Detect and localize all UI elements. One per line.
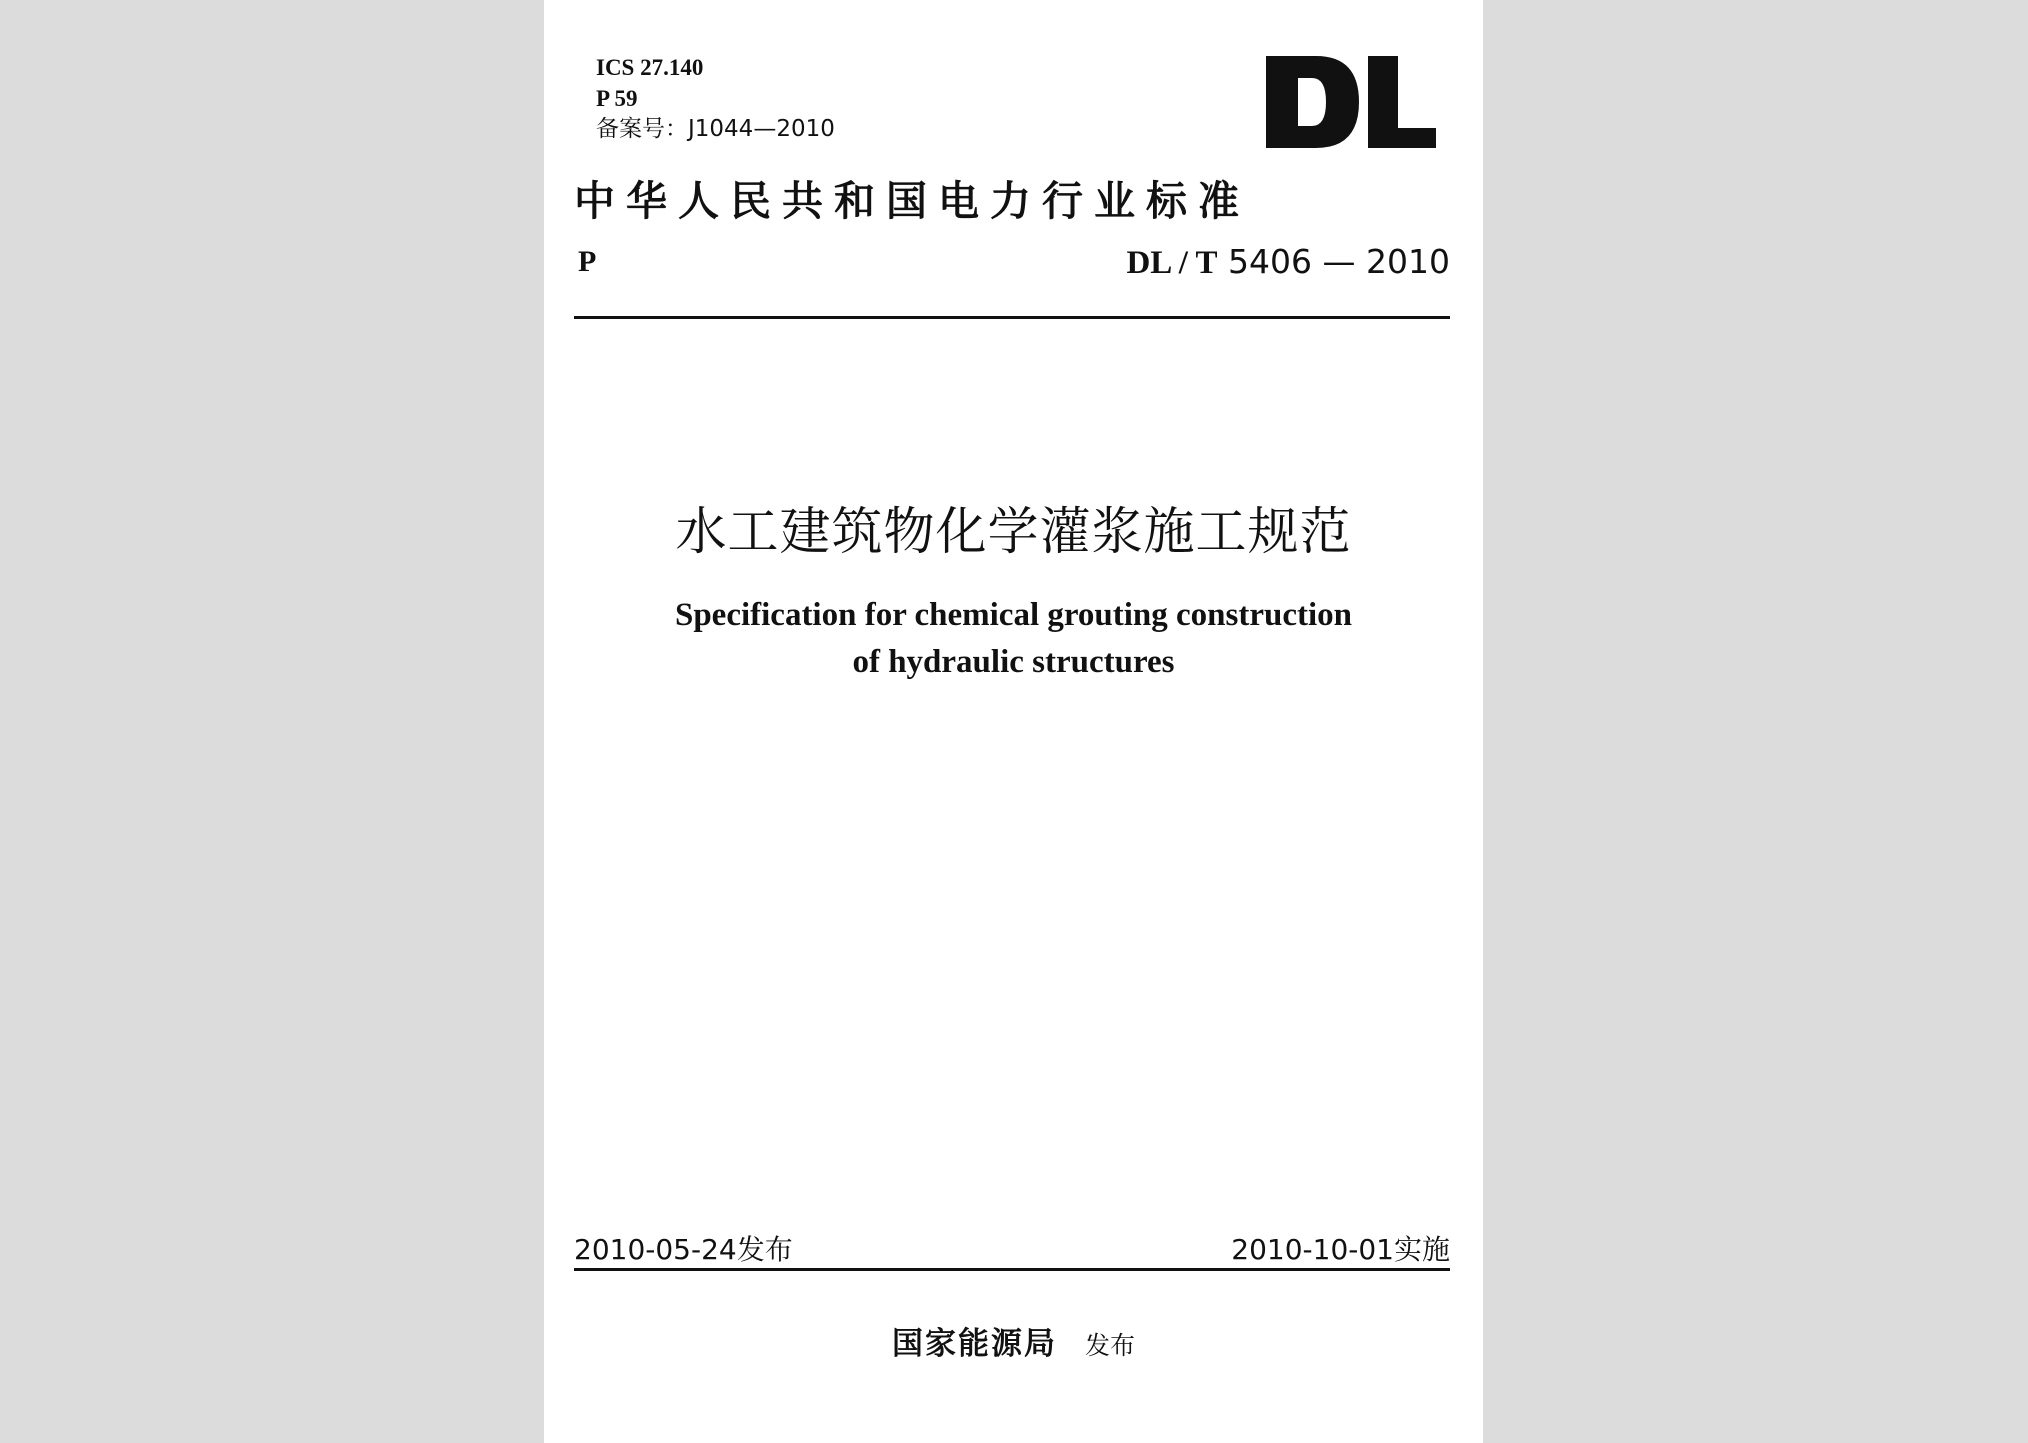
category-letter: P xyxy=(578,245,597,278)
dl-logo xyxy=(1264,52,1436,150)
classification-block xyxy=(596,52,835,145)
ics-code: ICS 27.140 xyxy=(596,55,704,80)
publisher-label: 发布 xyxy=(1084,1331,1135,1360)
logo-letter-l xyxy=(1368,56,1436,148)
standard-code: 5406 — 2010 xyxy=(1228,242,1450,281)
document-title-english xyxy=(544,592,1483,686)
issuing-org-title: 中华人民共和国电力行业标准 xyxy=(574,177,1250,225)
logo-letter-d xyxy=(1266,56,1359,148)
implementation-date: 2010-10-01实施 xyxy=(1231,1233,1450,1266)
document-page xyxy=(544,0,1483,1443)
english-title-line-2: of hydraulic structures xyxy=(852,644,1175,680)
english-title-line-1: Specification for chemical grouting construction xyxy=(674,597,1353,633)
publisher-line xyxy=(544,1318,1483,1363)
issue-date: 2010-05-24发布 xyxy=(574,1233,793,1266)
top-divider xyxy=(574,316,1450,319)
standard-number xyxy=(1126,242,1450,282)
filing-number: 备案号：J1044—2010 xyxy=(596,116,835,142)
document-title-chinese: 水工建筑物化学灌浆施工规范 xyxy=(675,503,1352,562)
standard-prefix: DL / T xyxy=(1126,245,1218,281)
publisher-organization: 国家能源局 xyxy=(891,1326,1057,1362)
ccs-code: P 59 xyxy=(596,86,638,111)
bottom-divider xyxy=(574,1268,1450,1271)
